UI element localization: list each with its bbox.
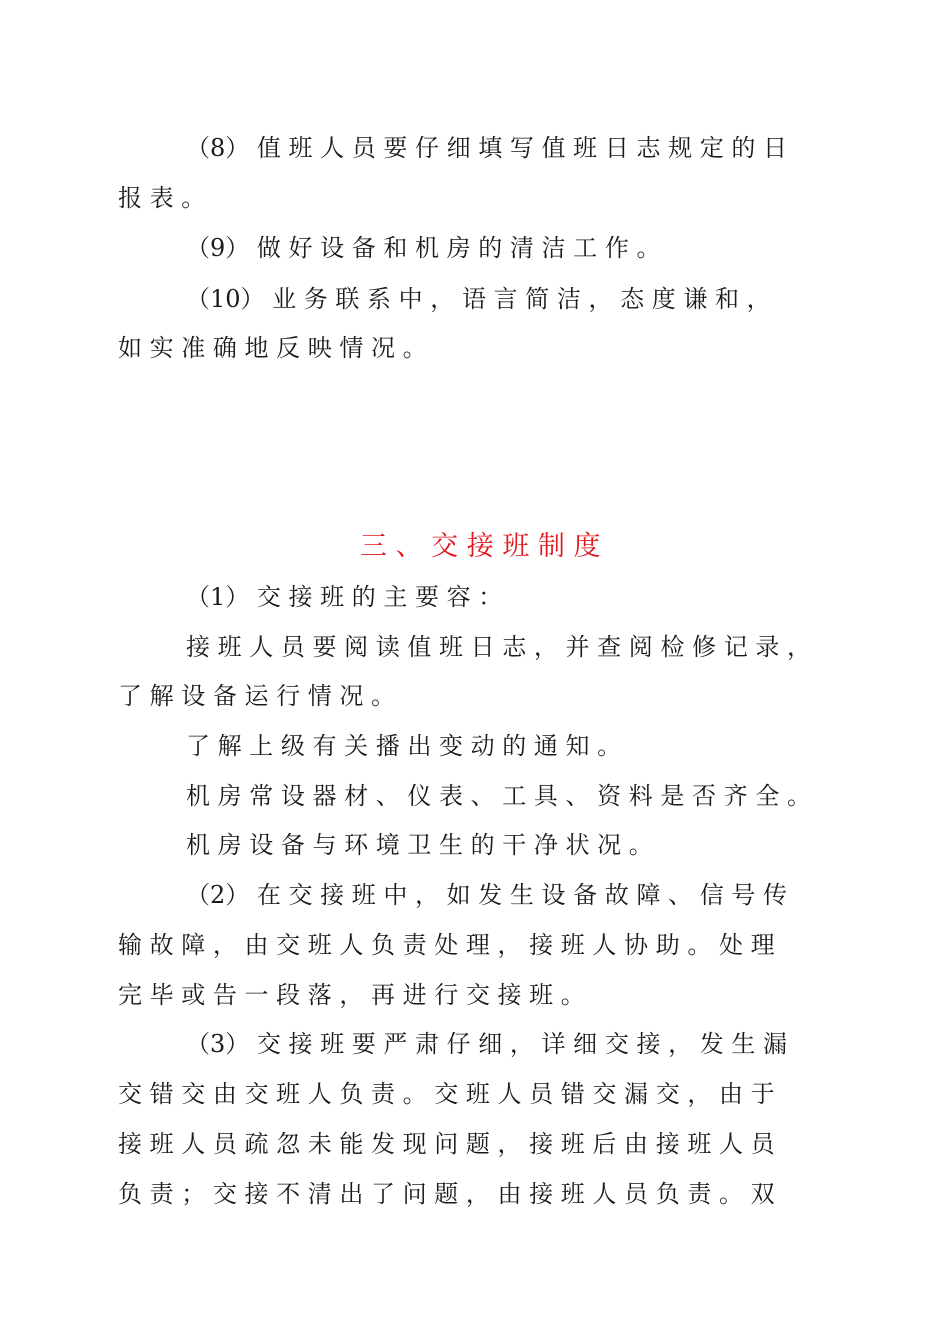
paragraph-line: （8） 值 班 人 员 要 仔 细 填 写 值 班 日 志 规 定 的 日 <box>186 134 787 162</box>
paragraph-line: （9） 做 好 设 备 和 机 房 的 清 洁 工 作 。 <box>186 234 661 262</box>
paragraph-line: 接 班 人 员 疏 忽 未 能 发 现 问 题 ， 接 班 后 由 接 班 人 员 <box>118 1130 775 1158</box>
paragraph-line: 输 故 障 ， 由 交 班 人 负 责 处 理 ， 接 班 人 协 助 。 处 理 <box>118 931 775 959</box>
paragraph-line: （3） 交 接 班 要 严 肃 仔 细 ， 详 细 交 接 ， 发 生 漏 <box>186 1030 787 1058</box>
paragraph-line: 负 责 ； 交 接 不 清 出 了 问 题 ， 由 接 班 人 员 负 责 。 双 <box>118 1180 775 1208</box>
paragraph-line: 完 毕 或 告 一 段 落 ， 再 进 行 交 接 班 。 <box>118 981 585 1009</box>
paragraph-line: （2） 在 交 接 班 中 ， 如 发 生 设 备 故 障 、 信 号 传 <box>186 881 787 909</box>
paragraph-line: 报 表 。 <box>118 184 206 212</box>
paragraph-line: （1） 交 接 班 的 主 要 容 ： <box>186 583 503 611</box>
paragraph-line: 机 房 常 设 器 材 、 仪 表 、 工 具 、 资 料 是 否 齐 全 。 <box>186 782 811 810</box>
section-heading: 三 、 交 接 班 制 度 <box>360 531 601 562</box>
paragraph-line: 交 错 交 由 交 班 人 负 责 。 交 班 人 员 错 交 漏 交 ， 由 于 <box>118 1080 775 1108</box>
paragraph-line: 了 解 上 级 有 关 播 出 变 动 的 通 知 。 <box>186 732 622 760</box>
paragraph-line: 接 班 人 员 要 阅 读 值 班 日 志 ， 并 查 阅 检 修 记 录 ， <box>186 633 811 661</box>
paragraph-line: （10） 业 务 联 系 中 ， 语 言 简 洁 ， 态 度 谦 和 ， <box>186 285 771 313</box>
paragraph-line: 机 房 设 备 与 环 境 卫 生 的 干 净 状 况 。 <box>186 831 653 859</box>
paragraph-line: 如 实 准 确 地 反 映 情 况 。 <box>118 334 427 362</box>
paragraph-line: 了 解 设 备 运 行 情 况 。 <box>118 682 396 710</box>
